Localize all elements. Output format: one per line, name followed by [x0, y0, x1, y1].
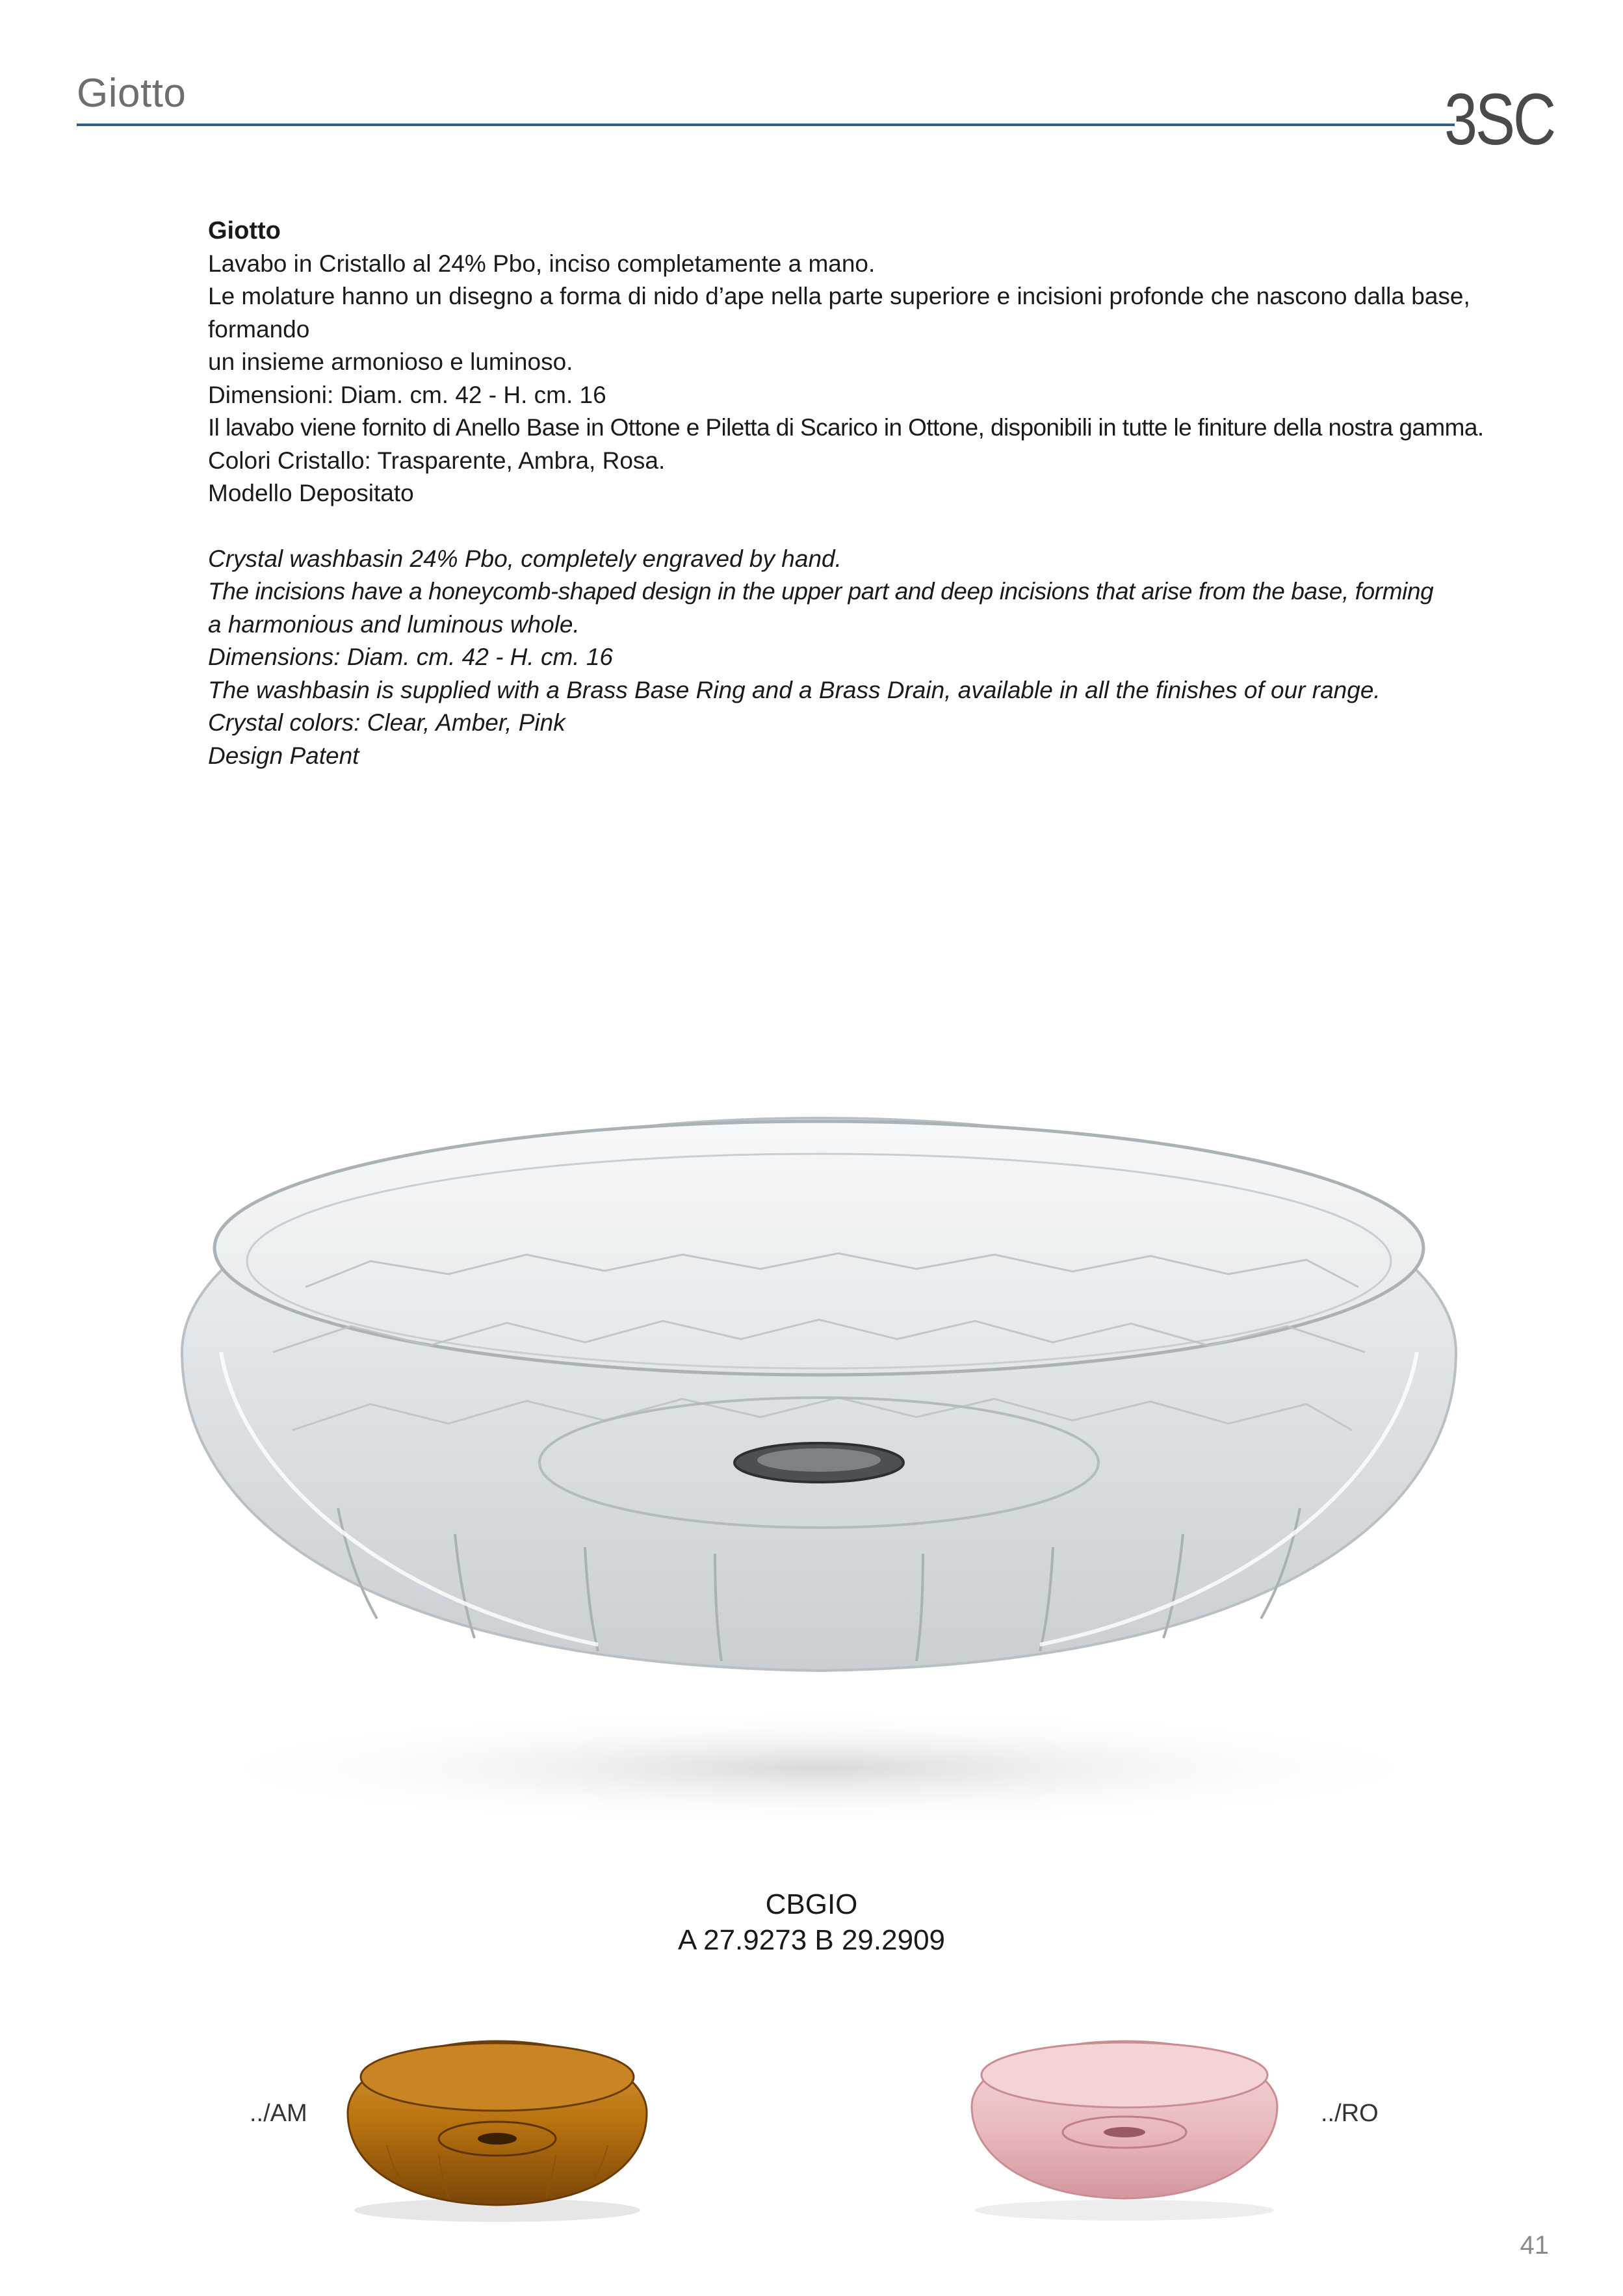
- product-description: [208, 215, 1573, 772]
- variant-pink-label: ../RO: [1321, 2100, 1379, 2127]
- pink-washbasin-image: [955, 2015, 1293, 2230]
- description-en-line: Crystal colors: Clear, Amber, Pink: [208, 709, 565, 736]
- description-en-line: Dimensions: Diam. cm. 42 - H. cm. 16: [208, 644, 613, 670]
- description-it-line: Le molature hanno un disegno a forma di nido d’ape nella parte superiore e incisioni profonde che nascono dalla base,: [208, 283, 1470, 309]
- product-prices: A 27.9273 B 29.2909: [677, 1924, 946, 1956]
- description-it-line: Il lavabo viene fornito di Anello Base in Ottone e Piletta di Scarico in Ottone, disponibili in tutte le finiture della nostra gamma.: [208, 414, 1484, 441]
- variant-amber-label: ../AM: [250, 2100, 307, 2127]
- description-it-line: un insieme armonioso e luminoso.: [208, 348, 573, 375]
- description-en-line: The incisions have a honeycomb-shaped design in the upper part and deep incisions that arise from the base, forming: [208, 578, 1434, 605]
- description-en-line: Design Patent: [208, 742, 359, 769]
- description-en-line: a harmonious and luminous whole.: [208, 610, 580, 638]
- product-code: CBGIO: [765, 1888, 858, 1920]
- description-it-line: Modello Depositato: [208, 480, 414, 506]
- product-heading: Giotto: [208, 217, 281, 244]
- brand-logo: 3SC: [1444, 79, 1554, 160]
- description-en-line: The washbasin is supplied with a Brass Base Ring and a Brass Drain, available in all the finishes of our range.: [208, 676, 1381, 703]
- page-title: Giotto: [77, 71, 187, 116]
- description-it-line: Lavabo in Cristallo al 24% Pbo, inciso completamente a mano.: [208, 250, 876, 277]
- amber-washbasin-image: [335, 2015, 660, 2230]
- header-divider: [77, 124, 1455, 126]
- description-it-line: formando: [208, 315, 310, 343]
- page-number: 41: [1520, 2231, 1549, 2260]
- description-en-line: Crystal washbasin 24% Pbo, completely engraved by hand.: [208, 545, 842, 572]
- description-it-line: Dimensioni: Diam. cm. 42 - H. cm. 16: [208, 381, 606, 408]
- clear-washbasin-image: [143, 1014, 1495, 1879]
- description-it-line: Colori Cristallo: Trasparente, Ambra, Rosa.: [208, 447, 666, 474]
